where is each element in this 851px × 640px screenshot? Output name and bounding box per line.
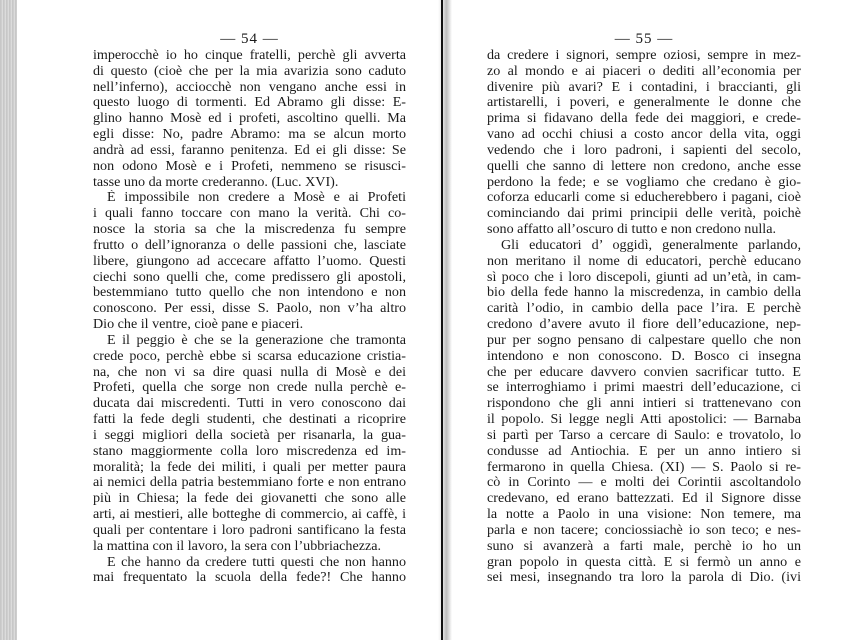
text-line: frutto o dell’ignoranza o delle passioni che, lasciate [93,237,406,253]
text-line: coforza educarli come si educherebbero i pagani, cioè [487,190,801,206]
text-line: il popolo. Si legge negli Atti apostolici: — Barnaba [487,412,801,428]
text-line: non meritano il nome di educatori, perchè educano [487,253,801,269]
text-line: ducata dai miscredenti. Tutti in vero conoscono dai [93,396,406,412]
text-line: la notte a Paolo in una visione: Non temere, ma [487,507,801,523]
text-line: andrà ad essi, faranno penitenza. Ed ei gli disse: Se [93,142,406,158]
text-line: perdono la fede; e se vogliamo che credano è gio- [487,174,801,190]
text-line: da credere i signori, sempre oziosi, sempre in mez- [487,48,801,63]
text-line: se interroghiamo i primi maestri dell’educazione, ci [487,380,801,396]
text-line: vano ad occhi chiusi a costo ancor della vita, oggi [487,127,801,143]
text-line: zo al mondo e ai piaceri o dediti all’economia per [487,63,801,79]
text-line: fatti la fede degli studenti, che destinati a ricoprire [93,412,406,428]
text-line: conoscono. Per essi, disse S. Paolo, non v’ha altro [93,301,406,317]
text-line: cominciando dai primi principii delle verità, poichè [487,206,801,222]
text-line: Gli educatori d’ oggidì, generalmente parlando, [501,237,801,253]
text-line: bio della fede hanno la miscredenza, in cambio della [487,285,801,301]
text-line: più in Chiesa; la fede dei giovanetti che sono alle [93,491,406,507]
text-line: egli disse: No, padre Abramo: ma se alcun morto [93,127,406,143]
page-number-left: — 54 — [220,31,279,47]
text-line: quali per contentare i loro padroni santificano la festa [93,522,406,538]
text-line: parla e non tacere; conciossiachè io son teco; e nes- [487,522,801,538]
gutter-fold-line [441,0,443,640]
right-page [487,31,801,586]
text-line: che per educare davvero convien sacrificar tutto. E [487,364,801,380]
text-line: libere, giungono ad accecare affatto l’uomo. Questi [93,253,406,269]
text-line: fermarono in quella Chiesa. (XI) — S. Paolo si re- [487,459,801,475]
scanned-page-edge [0,0,17,640]
text-line: di questo (cioè che per la mia avarizia sono caduto [93,63,406,79]
text-line: crede poco, perchè ebbe si scarsa educazione cristia- [93,348,406,364]
text-line: carità l’odio, in cambio della pace l’ira. E perchè [487,301,801,317]
text-line: stano maggiormente colla loro miscredenza ed im- [93,443,406,459]
text-line: non odono Mosè e i Profeti, nemmeno se risusci- [93,158,406,174]
text-line: bestemmiano tutto quello che non intendono e non [93,285,406,301]
text-line: sei mesi, insegnando tra loro la parola di Dio. (ivi [487,570,801,586]
text-line: arti, ai mestieri, alle botteghe di commercio, ai caffè, i [93,507,406,523]
text-line: intendono e non conoscono. D. Bosco ci insegna [487,348,801,364]
right-page-text [487,48,801,586]
page-number-right: — 55 — [614,31,674,47]
text-line: moralità; la fede dei militi, i quali per metter paura [93,459,406,475]
text-line: artistarelli, i poveri, e generalmente le donne che [487,95,801,111]
text-line: gran popolo in questa città. E si fermò un anno e [487,554,801,570]
text-line: imperocchè io ho cinque fratelli, perchè gli avverta [93,48,406,63]
text-line: rispondono che gli anni intieri si trattenevano con [487,396,801,412]
text-line: i quali fanno toccare con mano la verità. Chi co- [93,206,406,222]
text-line: prima si fidavano della fede dei maggiori, e crede- [487,111,801,127]
text-line: sono affatto all’oscuro di tutto e non credono nulla. [487,222,776,238]
text-line: suno si avanzerà a farti male, perchè io ho un [487,538,801,554]
text-line: questo luogo di tormenti. Ed Abramo gli disse: E- [93,95,406,111]
text-line: divenire più avari? E i contadini, i braccianti, gli [487,79,801,95]
text-line: glino hanno Mosè ed i profeti, ascoltino quelli. Ma [93,111,406,127]
text-line: pur per sogno pensano di calpestare quello che non [487,332,801,348]
text-line: la mattina con il lavoro, la sera con l’ubbriachezza. [93,538,382,554]
text-line: credevano, ed erano battezzati. Ed il Signore disse [487,491,801,507]
text-line: mai frequentato la scuola della fede?! Che hanno [93,570,406,586]
text-line: nell’inferno), acciocchè non vengano anche essi in [93,79,406,95]
text-line: credono d’avere avuto il fiore dell’educazione, nep- [487,317,801,333]
text-line: na, che non vi sa dire quasi nulla di Mosè e dei [93,364,406,380]
text-line: ciechi sono quelli che, come predissero gli apostoli, [93,269,406,285]
text-line: E il peggio è che se la generazione che tramonta [107,332,406,348]
text-line: cò in Corinto — e molti dei Corintii ascoltandolo [487,475,801,491]
text-line: sì poco che i loro discepoli, giunti ad un’età, in cam- [487,269,801,285]
text-line: Dio che il ventre, cioè pane e piaceri. [93,317,304,333]
text-line: i seggi migliori della società per risanarla, la gua- [93,427,406,443]
text-line: Profeti, quella che sorge non crede nulla perchè e- [93,380,406,396]
text-line: nosce la storia sa che la miscredenza fu sempre [93,222,406,238]
left-page [93,31,406,586]
text-line: È impossibile non credere a Mosè e ai Profeti [107,190,406,206]
text-line: vedendo che i loro padroni, i sapienti del secolo, [487,142,801,158]
left-page-text [93,48,406,586]
text-line: E che hanno da credere tutti questi che non hanno [107,554,406,570]
text-line: si partì per Tarso a cercare di Saulo: e trovatolo, lo [487,427,801,443]
text-line: ai nemici della patria bestemmiano forte e non entrano [93,475,406,491]
text-line: quelli che sanno di lettere non credono, anche esse [487,158,801,174]
text-line: condusse ad Antiochia. E per un anno intiero si [487,443,801,459]
text-line: tasse uno da morte crederanno. (Luc. XVI). [93,174,339,190]
